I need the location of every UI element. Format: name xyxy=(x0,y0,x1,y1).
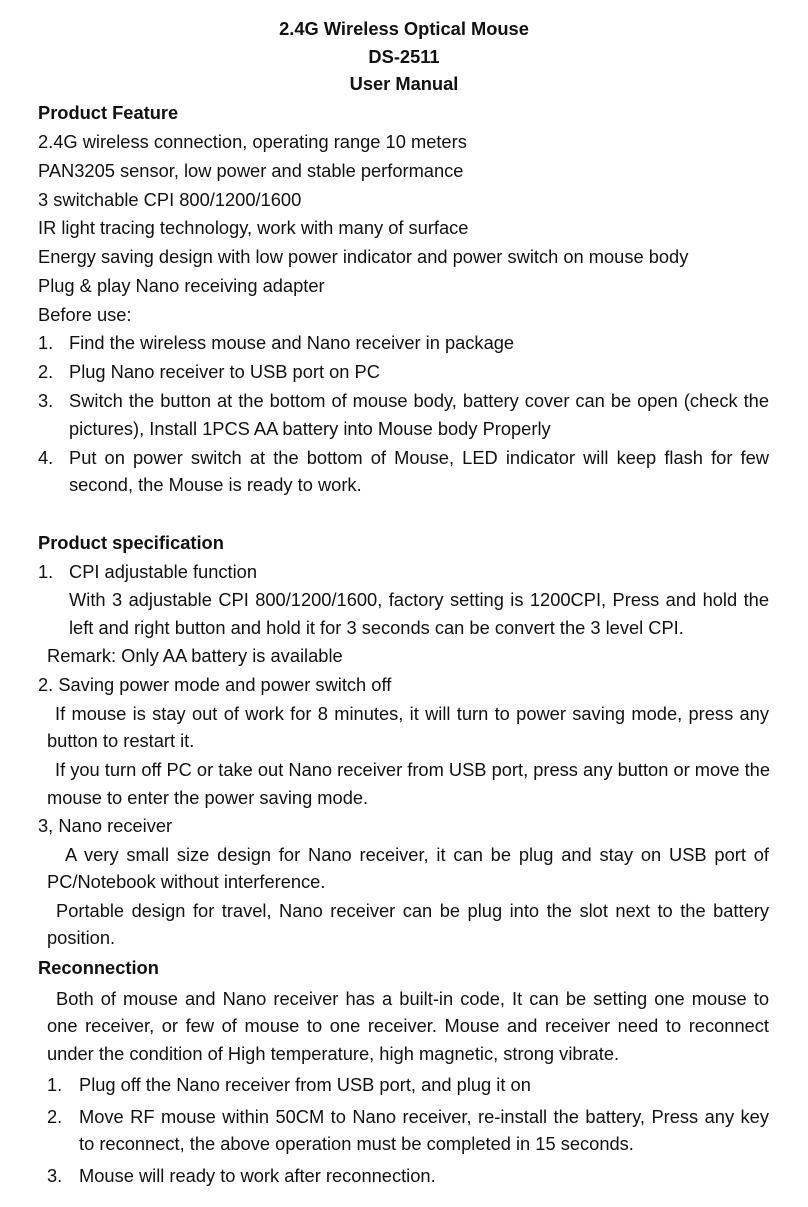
step-text: Find the wireless mouse and Nano receiver in package xyxy=(69,332,515,353)
step-text: Switch the button at the bottom of mouse body, battery cover can be open (check the xyxy=(69,390,769,411)
step-number: 2. xyxy=(38,361,54,382)
feature-item: IR light tracing technology, work with many of surface xyxy=(38,217,469,238)
step-number: 3. xyxy=(47,1165,63,1186)
spec-text: If mouse is stay out of work for 8 minutes, it will turn to power saving mode, press any xyxy=(55,703,769,724)
feature-item: Plug & play Nano receiving adapter xyxy=(38,275,325,296)
spec-text: position. xyxy=(47,927,116,948)
feature-item: PAN3205 sensor, low power and stable performance xyxy=(38,160,464,181)
spec-text: mouse to enter the power saving mode. xyxy=(47,787,369,808)
step-text: Move RF mouse within 50CM to Nano receiver, re-install the battery, Press any key xyxy=(79,1106,769,1127)
spec-text: button to restart it. xyxy=(47,730,195,751)
feature-item: 3 switchable CPI 800/1200/1600 xyxy=(38,189,302,210)
section-heading-feature: Product Feature xyxy=(38,102,179,123)
step-text: second, the Mouse is ready to work. xyxy=(69,474,362,495)
step-text: Plug off the Nano receiver from USB port, and plug it on xyxy=(79,1074,531,1095)
spec-text: Portable design for travel, Nano receiver can be plug into the slot next to the battery xyxy=(56,900,769,921)
step-number: 3. xyxy=(38,390,54,411)
spec-subheading: 2. Saving power mode and power switch off xyxy=(38,674,392,695)
section-heading-specification: Product specification xyxy=(38,532,224,553)
spec-text: left and right button and hold it for 3 seconds can be convert the 3 level CPI. xyxy=(69,617,684,638)
manual-subtitle: User Manual xyxy=(349,73,459,94)
spec-text: PC/Notebook without interference. xyxy=(47,871,326,892)
step-text: Mouse will ready to work after reconnection. xyxy=(79,1165,436,1186)
step-number: 1. xyxy=(38,332,54,353)
before-use-label: Before use: xyxy=(38,304,132,325)
reconnection-text: Both of mouse and Nano receiver has a built-in code, It can be setting one mouse to xyxy=(56,988,769,1009)
spec-text: With 3 adjustable CPI 800/1200/1600, factory setting is 1200CPI, Press and hold the xyxy=(69,589,769,610)
step-text: Plug Nano receiver to USB port on PC xyxy=(69,361,380,382)
reconnection-text: one receiver, or few of mouse to one receiver. Mouse and receiver need to reconnect xyxy=(47,1015,769,1036)
spec-number: 1. xyxy=(38,561,54,582)
feature-item: 2.4G wireless connection, operating range 10 meters xyxy=(38,131,467,152)
section-heading-reconnection: Reconnection xyxy=(38,957,159,978)
feature-item: Energy saving design with low power indicator and power switch on mouse body xyxy=(38,246,689,267)
step-text: to reconnect, the above operation must be completed in 15 seconds. xyxy=(79,1133,634,1154)
reconnection-text: under the condition of High temperature, high magnetic, strong vibrate. xyxy=(47,1043,620,1064)
step-number: 1. xyxy=(47,1074,63,1095)
spec-subheading: 3, Nano receiver xyxy=(38,815,173,836)
spec-subheading: CPI adjustable function xyxy=(69,561,258,582)
model-number: DS-2511 xyxy=(368,46,440,67)
step-number: 4. xyxy=(38,447,54,468)
step-number: 2. xyxy=(47,1106,63,1127)
battery-remark: Remark: Only AA battery is available xyxy=(47,645,343,666)
manual-title: 2.4G Wireless Optical Mouse xyxy=(279,18,529,39)
step-text: pictures), Install 1PCS AA battery into Mouse body Properly xyxy=(69,418,551,439)
spec-text: If you turn off PC or take out Nano receiver from USB port, press any button or move the xyxy=(55,759,771,780)
step-text: Put on power switch at the bottom of Mouse, LED indicator will keep flash for few xyxy=(69,447,769,468)
spec-text: A very small size design for Nano receiver, it can be plug and stay on USB port of xyxy=(65,844,769,865)
